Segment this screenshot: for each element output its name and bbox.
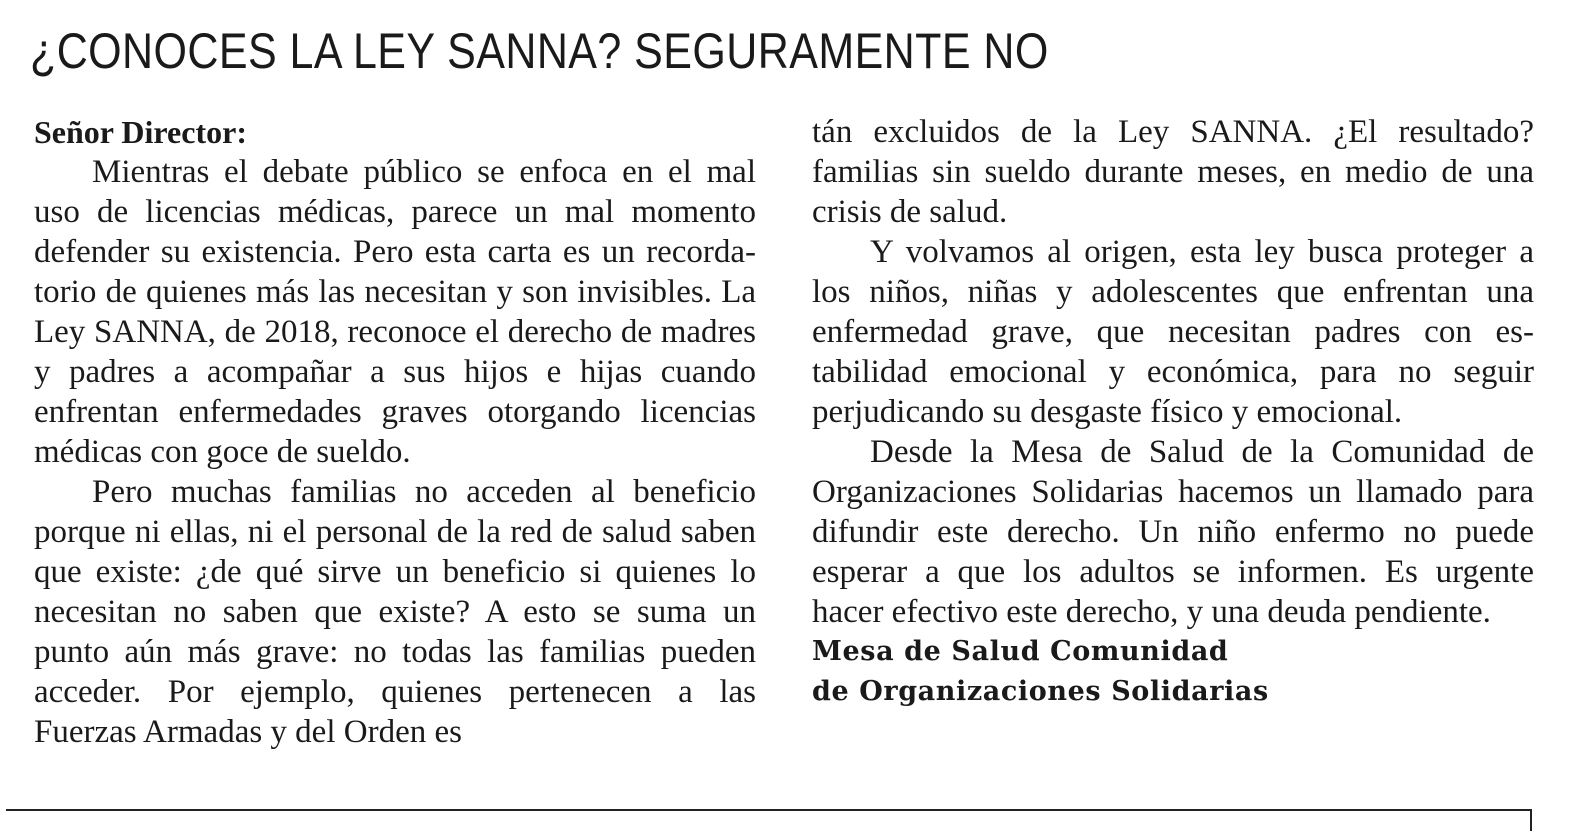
signature-line-2: de Organizaciones Solidarias: [812, 676, 1269, 707]
letter-paragraph-2-continued: tán excluidos de la Ley SANNA. ¿El resultado? familias sin sueldo durante meses, en medio de una crisis de salud.: [812, 114, 1534, 230]
letter-headline: ¿CONOCES LA LEY SANNA? SEGURAMENTE NO: [30, 23, 1049, 79]
right-column: [812, 112, 1534, 712]
letter-salutation: Señor Director:: [34, 114, 247, 150]
signature-line-1: Mesa de Salud Comunidad: [812, 636, 1229, 667]
bottom-border-rule: [6, 809, 1532, 831]
letter-paragraph-3: Y volvamos al origen, esta ley busca proteger a los niños, niñas y adolescentes que enfrentan una enfermedad grave, que necesitan padres con estabilidad emocional y económica, para no seguir perjudicando su desgaste físico y emocional.: [812, 234, 1534, 430]
left-column: [34, 112, 756, 752]
letter-paragraph-2: Pero muchas familias no acceden al beneficio porque ni ellas, ni el personal de la red de salud saben que existe: ¿de qué sirve un beneficio si quienes lo necesitan no saben que existe? A esto se suma un punto aún más grave: no todas las familias pueden acceder. Por ejemplo, quienes pertenecen a las Fuerzas Armadas y del Orden es: [34, 474, 756, 750]
letter-paragraph-4: Desde la Mesa de Salud de la Comunidad de Organizaciones Solidarias hacemos un llamado para difundir este derecho. Un niño enfermo no puede esperar a que los adultos se informen. Es urgente hacer efectivo este derecho, y una deuda pendiente.: [812, 434, 1534, 630]
letter-paragraph-1: Mientras el debate público se enfoca en el mal uso de licencias médicas, parece un mal momento defender su existencia. Pero esta carta es un recordatorio de quienes más las necesitan y son invisibles. La Ley SANNA, de 2018, reconoce el derecho de madres y padres a acompañar a sus hijos e hijas cuando enfrentan enfermedades graves otorgando licencias médicas con goce de sueldo.: [34, 154, 756, 470]
